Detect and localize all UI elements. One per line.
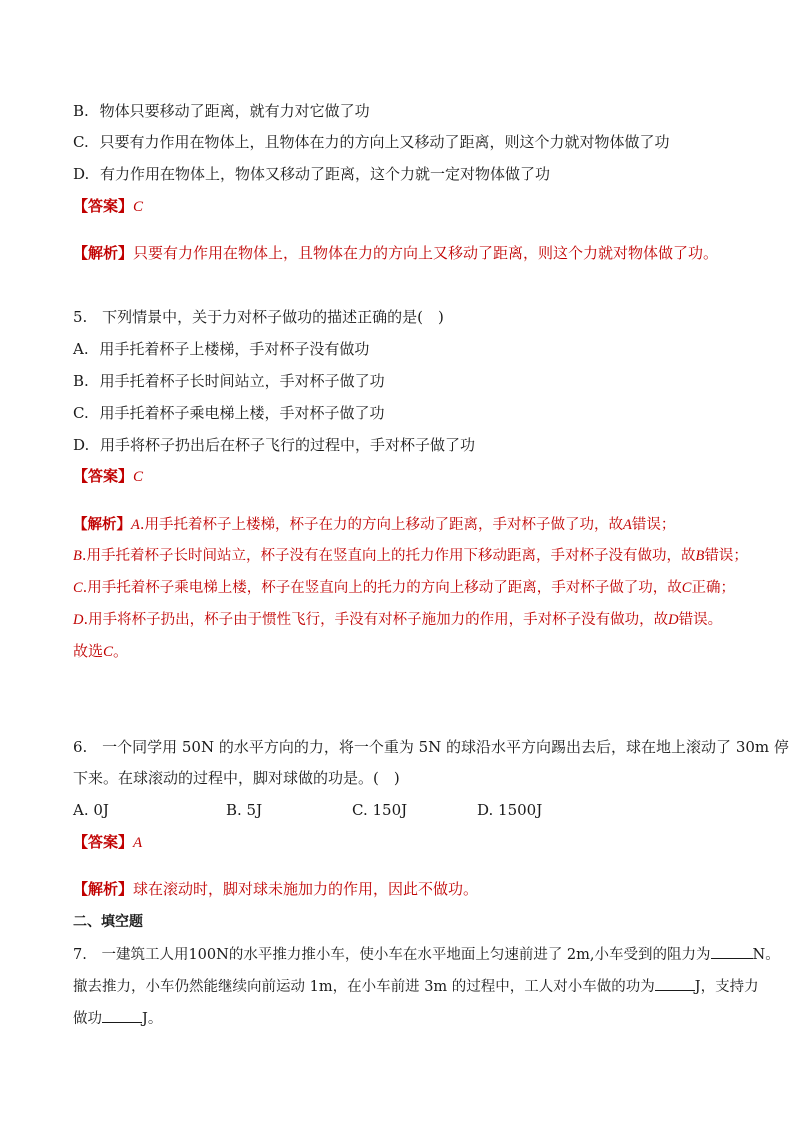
analysis-tail: 错误。 — [678, 612, 723, 628]
answer-blank[interactable] — [711, 944, 753, 959]
question-text: N。 — [752, 947, 780, 963]
option-text: 用手托着杯子乘电梯上楼，手对杯子做了功 — [99, 404, 385, 422]
analysis-lead: D — [73, 612, 84, 628]
question-number: 6. — [73, 738, 88, 756]
q5-analysis-line-b — [73, 546, 748, 566]
q5-stem — [73, 307, 444, 327]
answer-tag: 【答案】 — [73, 833, 134, 851]
analysis-ref: A — [622, 517, 632, 533]
choice-b: B. 5J — [226, 801, 263, 819]
section-heading — [73, 912, 143, 932]
q5-option-a — [73, 339, 369, 359]
q4-option-b — [73, 101, 370, 121]
analysis-lead: B — [73, 548, 82, 564]
option-label: B. — [73, 102, 89, 120]
q6-analysis — [73, 879, 478, 899]
question-stem: 一个同学用 50N 的水平方向的力，将一个重为 5N 的球沿水平方向踢出去后，球在地上滚动了 30m 停 — [102, 738, 789, 756]
q5-conclusion — [73, 641, 128, 662]
q5-analysis-line-c — [73, 578, 735, 598]
option-text: 用手托着杯子上楼梯，手对杯子没有做功 — [99, 340, 370, 358]
q4-answer — [73, 196, 143, 217]
answer-tag: 【答案】 — [73, 197, 134, 215]
answer-blank[interactable] — [655, 976, 695, 991]
q4-option-d — [73, 164, 550, 184]
option-label: C. — [73, 133, 89, 151]
question-text: 撤去推力，小车仍然能继续向前运动 1m，在小车前进 3m 的过程中，工人对小车做的功为 — [73, 979, 655, 995]
q7-line3 — [73, 1008, 162, 1029]
q5-answer — [73, 466, 143, 487]
question-number: 7. — [73, 947, 87, 963]
question-text: 一建筑工人用100N的水平推力推小车，使小车在水平地面上匀速前进了 2m,小车受到的阻力为 — [101, 947, 711, 963]
analysis-text: .用手托着杯子乘电梯上楼，杯子在竖直向上的托力的方向上移动了距离，手对杯子做了功，故 — [82, 580, 682, 596]
q6-stem-line1 — [73, 737, 789, 757]
analysis-text: .用手托着杯子上楼梯，杯子在力的方向上移动了距离，手对杯子做了功，故 — [139, 517, 623, 533]
q5-analysis-line-a — [73, 515, 675, 535]
question-stem-cont: 下来。在球滚动的过程中，脚对球做的功是。( ) — [73, 769, 400, 787]
analysis-text: 只要有力作用在物体上，且物体在力的方向上又移动了距离，则这个力就对物体做了功。 — [133, 244, 719, 262]
analysis-tag: 【解析】 — [73, 880, 134, 898]
analysis-ref: C — [681, 580, 692, 596]
q6-stem-line2 — [73, 768, 400, 788]
answer-letter: A — [133, 835, 143, 851]
analysis-tail: 正确； — [691, 580, 735, 596]
choice-d: D. 1500J — [477, 801, 543, 819]
q5-option-c — [73, 403, 385, 423]
question-text: J，支持力 — [694, 979, 759, 995]
analysis-tail: 错误； — [704, 548, 748, 564]
choice-c: C. 150J — [352, 801, 408, 819]
option-text: 只要有力作用在物体上，且物体在力的方向上又移动了距离，则这个力就对物体做了功 — [99, 133, 670, 151]
section-heading-text: 二、填空题 — [73, 914, 143, 930]
q6-choices — [73, 800, 723, 820]
option-text: 物体只要移动了距离，就有力对它做了功 — [99, 102, 370, 120]
option-text: 用手托着杯子长时间站立，手对杯子做了功 — [99, 372, 385, 390]
option-text: 有力作用在物体上，物体又移动了距离，这个力就一定对物体做了功 — [100, 165, 551, 183]
analysis-tag: 【解析】 — [73, 516, 131, 533]
choice-a: A. 0J — [73, 801, 109, 819]
analysis-text: .用手托着杯子长时间站立，杯子没有在竖直向上的托力作用下移动距离，手对杯子没有做功，故 — [81, 548, 696, 564]
analysis-ref: B — [695, 548, 705, 564]
analysis-ref: D — [668, 612, 679, 628]
option-text: 用手将杯子扔出后在杯子飞行的过程中，手对杯子做了功 — [100, 436, 476, 454]
option-label: B. — [73, 372, 89, 390]
analysis-tail: 错误； — [631, 517, 676, 533]
analysis-text: 球在滚动时，脚对球未施加力的作用，因此不做功。 — [133, 880, 479, 898]
conclusion-prefix: 故选 — [73, 642, 104, 660]
question-number: 5. — [73, 308, 88, 326]
q7-line1 — [73, 944, 780, 965]
q4-analysis — [73, 243, 718, 263]
answer-letter: C — [133, 199, 144, 215]
option-label: A. — [73, 340, 89, 358]
answer-blank[interactable] — [102, 1008, 142, 1023]
analysis-lead: A — [131, 517, 140, 533]
option-label: D. — [73, 165, 90, 183]
question-text: 做功 — [73, 1011, 102, 1027]
answer-letter: C — [133, 469, 144, 485]
analysis-tag: 【解析】 — [73, 244, 134, 262]
q5-option-b — [73, 371, 385, 391]
answer-tag: 【答案】 — [73, 467, 134, 485]
option-label: C. — [73, 404, 89, 422]
q7-line2 — [73, 976, 759, 997]
question-stem: 下列情景中，关于力对杯子做功的描述正确的是( ) — [102, 308, 444, 326]
conclusion-suffix: 。 — [113, 642, 129, 660]
q6-answer — [73, 832, 142, 853]
conclusion-letter: C — [103, 644, 114, 660]
analysis-text: .用手将杯子扔出，杯子由于惯性飞行，手没有对杯子施加力的作用，手对杯子没有做功，故 — [83, 612, 669, 628]
question-text: J。 — [142, 1011, 163, 1027]
q5-option-d — [73, 435, 475, 455]
q5-analysis-line-d — [73, 610, 722, 630]
option-label: D. — [73, 436, 90, 454]
q4-option-c — [73, 132, 670, 152]
analysis-lead: C — [73, 580, 83, 596]
